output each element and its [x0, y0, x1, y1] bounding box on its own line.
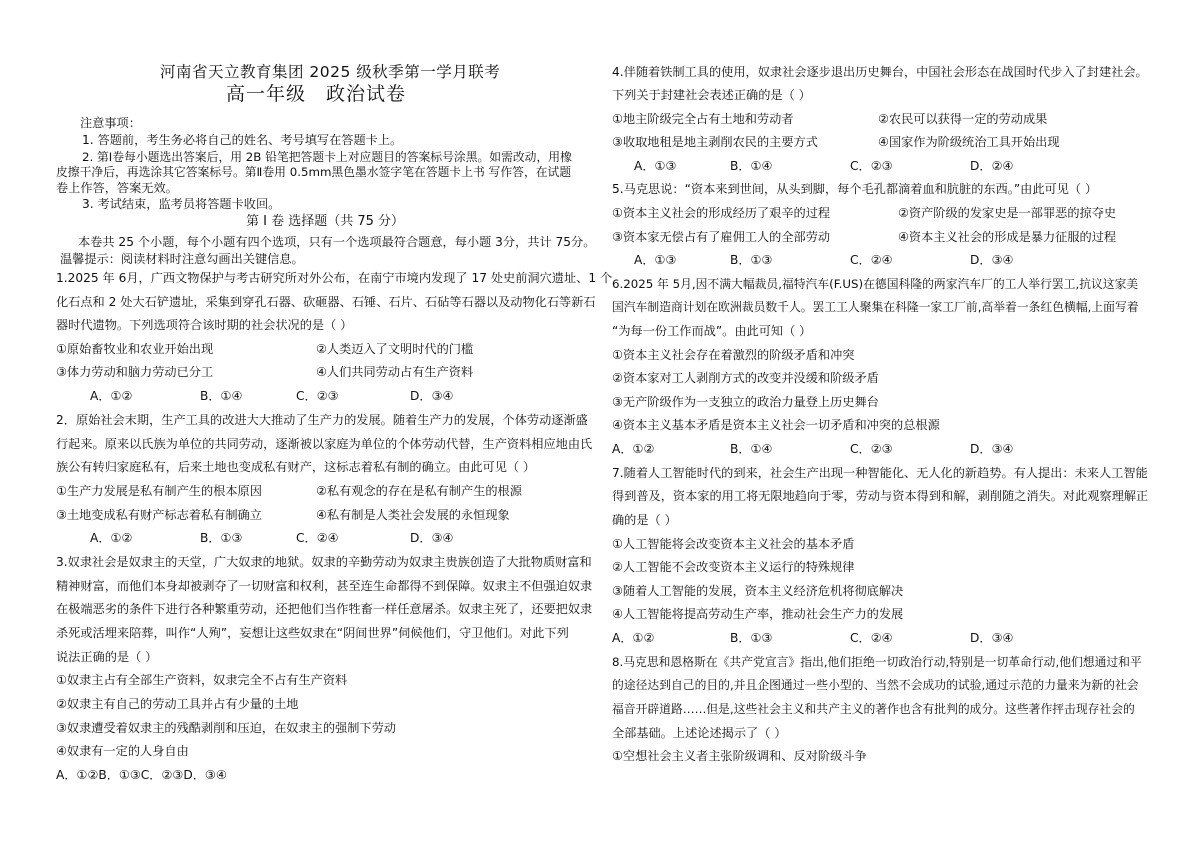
q3-stem: 杀死或活埋来陪葬，叫作“人殉”，妄想让这些奴隶在“阴间世界”伺候他们，守卫他们。对此下列 [56, 626, 569, 640]
q7-stem: 确的是（ ） [612, 513, 677, 527]
q6-stem: “为每一份工作而战”。由此可知（ ） [612, 324, 812, 338]
q3-answers: A．①②B．①③C．②③D．③④ [56, 768, 227, 782]
q6-stem: 国汽车制造商计划在欧洲裁员数千人。罢工工人聚集在科隆一家工厂前,高举着一条红色横幅,上面写着 [612, 300, 1139, 314]
q4-option: ①地主阶级完全占有土地和劳动者 [612, 112, 794, 126]
q5-option: ④资本主义社会的形成是暴力征服的过程 [898, 230, 1117, 244]
q2-option: ③土地变成私有财产标志着私有制确立 [56, 508, 262, 522]
q1-answer: B．①④ [200, 389, 243, 403]
q5-option: ①资本主义社会的形成经历了艰辛的过程 [612, 206, 831, 220]
q6-option: ①资本主义社会存在着激烈的阶级矛盾和冲突 [612, 348, 855, 362]
q2-option: ①生产力发展是私有制产生的根本原因 [56, 484, 262, 498]
q1-option: ②人类迈入了文明时代的门槛 [316, 342, 474, 356]
q4-stem: 4.伴随着铁制工具的使用，奴隶社会逐步退出历史舞台，中国社会形态在战国时代步入了封建社会。 [612, 65, 1148, 79]
q3-option: ②奴隶主有自己的劳动工具并占有少量的土地 [56, 697, 299, 711]
exam-title: 河南省天立教育集团 2025 级秋季第一学月联考 [160, 63, 501, 81]
q1-stem: 器时代遗物。下列选项符合该时期的社会状况的是（ ） [56, 318, 353, 332]
q4-stem: 下列关于封建社会表述正确的是（ ） [612, 88, 811, 102]
q1-stem: 化石点和 2 处大石铲遗址，采集到穿孔石器、砍砸器、石锤、石片、石砧等石器以及动物化石等新石 [56, 295, 596, 309]
q2-stem: 2．原始社会末期，生产工具的改进大大推动了生产力的发展。随着生产力的发展，个体劳动逐渐盛 [56, 413, 588, 427]
q2-stem: 族公有转归家庭私有，后来土地也变成私有财产，这标志着私有制的确立。由此可见（ ） [56, 460, 536, 474]
q2-option: ②私有观念的存在是私有制产生的根源 [316, 484, 522, 498]
q8-stem: 福音开辟道路……但是,这些社会主义和共产主义的著作也含有批判的成分。这些著作抨击现存社会的 [612, 702, 1135, 716]
q1-option: ①原始畜牧业和农业开始出现 [56, 342, 214, 356]
q8-option: ①空想社会主义者主张阶级调和、反对阶级斗争 [612, 749, 867, 763]
q7-stem: 得到普及，资本家的用工将无限地趋向于零，劳动与资本得到和解，剥削随之消失。对此观察理解正 [612, 489, 1149, 503]
q2-option: ④私有制是人类社会发展的永恒现象 [316, 508, 510, 522]
q3-stem: 在极端恶劣的条件下进行各种繁重劳动，还把他们当作牲畜一样任意屠杀。奴隶主死了，还要把奴隶 [56, 602, 593, 616]
q7-stem: 7.随着人工智能时代的到来，社会生产出现一种智能化、无人化的新趋势。有人提出：未来人工智能 [612, 466, 1148, 480]
q5-stem: 5.马克思说：“资本来到世间，从头到脚，每个毛孔都滴着血和肮脏的东西。”由此可见（ ） [612, 182, 1098, 196]
q5-answer: B．①③ [730, 253, 773, 267]
q3-stem: 说法正确的是（ ） [56, 650, 158, 664]
q4-option: ④国家作为阶级统治工具开始出现 [878, 135, 1060, 149]
section-title: 第 I 卷 选择题（共 75 分） [246, 214, 405, 229]
q3-option: ③奴隶遭受着奴隶主的残酷剥削和压迫，在奴隶主的强制下劳动 [56, 721, 396, 735]
q1-answer: A．①② [90, 389, 133, 403]
q1-option: ④人们共同劳动占有生产资料 [316, 365, 474, 379]
section-intro: 本卷共 25 个小题，每个小题有四个选项，只有一个选项最符合题意，每小题 3分，共计 75分。 [78, 235, 596, 249]
notice-line: 皮擦干净后，再选涂其它答案标号。第Ⅱ卷用 0.5mm黑色墨水签字笔在答题卡上书 写作答，在试题 [56, 165, 572, 179]
section-tip: 温馨提示：阅读材料时注意勾画出关键信息。 [60, 252, 304, 266]
q7-answer: B．①③ [730, 631, 773, 645]
notice-line: 1. 答题前，考生务必将自己的姓名、考号填写在答题卡上。 [82, 133, 403, 147]
q3-option: ④奴隶有一定的人身自由 [56, 744, 189, 758]
q6-stem: 6.2025 年 5月,因不满大幅裁员,福特汽车(F.US)在德国科隆的两家汽车厂的工人举行罢工,抗议这家美 [612, 277, 1139, 291]
q2-answer: B．①③ [200, 531, 243, 545]
q4-answer: C．②③ [850, 159, 893, 173]
q2-answer: D．③④ [410, 531, 454, 545]
q7-option: ②人工智能不会改变资本主义运行的特殊规律 [612, 560, 855, 574]
q7-answer: D．③④ [970, 631, 1014, 645]
q7-option: ①人工智能将会改变资本主义社会的基本矛盾 [612, 537, 855, 551]
q6-answer: C．②③ [850, 442, 893, 456]
notice-line: 卷上作答，答案无效。 [56, 181, 178, 195]
q4-answer: B．①④ [730, 159, 773, 173]
q2-stem: 行起来。原来以氏族为单位的共同劳动，逐渐被以家庭为单位的个体劳动代替，生产资料相应地由氏 [56, 437, 593, 451]
q3-stem: 3.奴隶社会是奴隶主的天堂，广大奴隶的地狱。奴隶的辛勤劳动为奴隶主贵族创造了大批物质财富和 [56, 555, 592, 569]
q1-stem: 1.2025 年 6月，广西文物保护与考古研究所对外公布，在南宁市境内发现了 17 处史前洞穴遗址、1 个 [56, 271, 613, 285]
q3-option: ①奴隶主占有全部生产资料，奴隶完全不占有生产资料 [56, 673, 348, 687]
q4-answer: A．①③ [634, 159, 677, 173]
q2-answer: C．②④ [296, 531, 339, 545]
q5-answer: C．②④ [850, 253, 893, 267]
notice-heading: 注意事项： [80, 116, 141, 130]
q4-option: ②农民可以获得一定的劳动成果 [878, 112, 1048, 126]
q1-option: ③体力劳动和脑力劳动已分工 [56, 365, 214, 379]
q7-answer: C．②④ [850, 631, 893, 645]
q8-stem: 的途径达到自己的目的,并且企图通过一些小型的、当然不会成功的试验,通过示范的力量来为新的社会 [612, 678, 1139, 692]
notice-line: 2. 第Ⅰ卷每小题选出答案后，用 2B 铅笔把答题卡上对应题目的答案标号涂黑。如需改动，用橡 [82, 150, 572, 164]
q5-option: ③资本家无偿占有了雇佣工人的全部劳动 [612, 230, 831, 244]
q7-option: ④人工智能将提高劳动生产率，推动社会生产力的发展 [612, 607, 904, 621]
q1-answer: D．③④ [410, 389, 454, 403]
q5-answer: D．③④ [970, 253, 1014, 267]
q7-answer: A．①② [612, 631, 655, 645]
q1-answer: C．②③ [296, 389, 339, 403]
q3-stem: 精神财富，而他们本身却被剥夺了一切财富和权利，甚至连生命都得不到保障。奴隶主不但强迫奴隶 [56, 579, 593, 593]
q8-stem: 全部基础。上述论述揭示了（ ） [612, 726, 787, 740]
q6-option: ②资本家对工人剥削方式的改变并没缓和阶级矛盾 [612, 371, 879, 385]
q6-answer: A．①② [612, 442, 655, 456]
q6-answer: D．③④ [970, 442, 1014, 456]
q8-stem: 8.马克思和恩格斯在《共产党宣言》指出,他们拒绝一切政治行动,特别是一切革命行动,他们想通过和平 [612, 655, 1142, 669]
q7-option: ③随着人工智能的发展，资本主义经济危机将彻底解决 [612, 584, 904, 598]
q6-option: ④资本主义基本矛盾是资本主义社会一切矛盾和冲突的总根源 [612, 418, 940, 432]
q5-answer: A．①③ [634, 253, 677, 267]
q4-answer: D．②④ [970, 159, 1014, 173]
q6-answer: B．①④ [730, 442, 773, 456]
q6-option: ③无产阶级作为一支独立的政治力量登上历史舞台 [612, 395, 879, 409]
q5-option: ②资产阶级的发家史是一部罪恶的掠夺史 [898, 206, 1117, 220]
q2-answer: A．①② [90, 531, 133, 545]
q4-option: ③收取地租是地主剥削农民的主要方式 [612, 135, 818, 149]
notice-line: 3. 考试结束，监考员将答题卡收回。 [82, 197, 281, 211]
exam-subtitle: 高一年级 政治试卷 [226, 83, 407, 105]
